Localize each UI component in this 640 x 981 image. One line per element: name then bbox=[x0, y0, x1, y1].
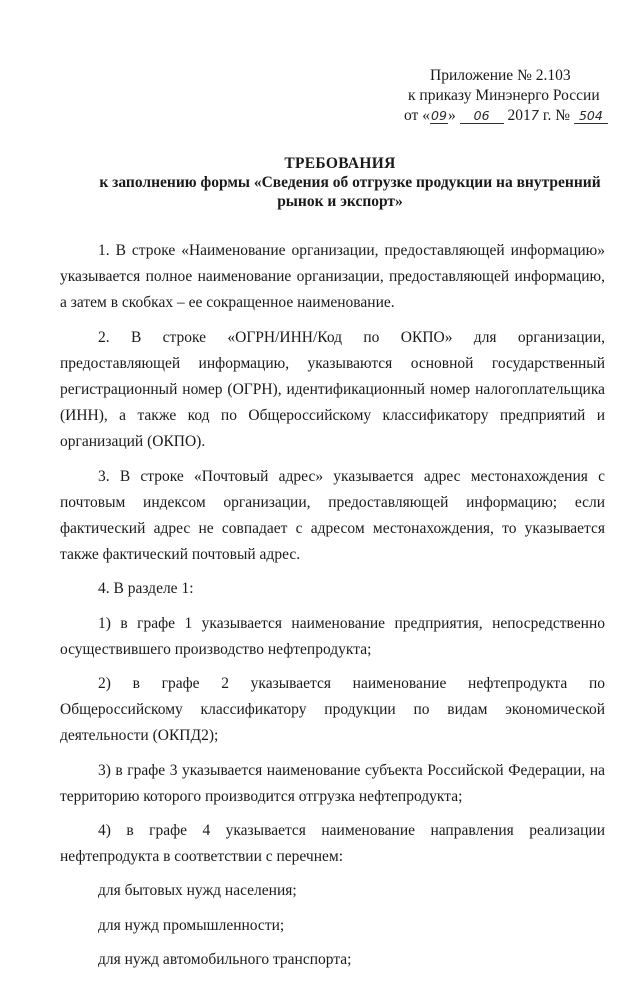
paragraph-2: 2. В строке «ОГРН/ИНН/Код по ОКПО» для организации, предоставляющей информацию, указываются основной государственный регистрационный номер (ОГРН), идентификационный номер налогоплательщика (ИНН), а также код по Общероссийскому классификатору предприятий и организаций (ОКПО). bbox=[60, 328, 605, 451]
paragraph-4-4: 4) в графе 4 указывается наименование направления реализации нефтепродукта в соответствии с перечнем: bbox=[60, 822, 605, 866]
handwritten-order-number: 504 bbox=[574, 109, 608, 124]
handwritten-month: 06 bbox=[460, 109, 504, 124]
paragraph-4-1: 1) в графе 1 указывается наименование предприятия, непосредственно осуществившего производство нефтепродукта; bbox=[60, 614, 605, 658]
appendix-number: Приложение № 2.103 bbox=[430, 67, 571, 84]
title-subtitle-line-1: к заполнению формы «Сведения об отгрузке продукции на внутренний bbox=[99, 174, 601, 191]
date-mid-2: 201 bbox=[503, 107, 531, 124]
appendix-header bbox=[404, 66, 614, 126]
title-subtitle-line-2: рынок и экспорт» bbox=[277, 193, 403, 210]
paragraph-4: 4. В разделе 1: bbox=[98, 580, 194, 598]
list-item: для нужд промышленности; bbox=[98, 916, 285, 934]
paragraph-3: 3. В строке «Почтовый адрес» указывается адрес местонахождения с почтовым индексом организации, предоставляющей информацию; если фактический адрес не совпадает с адресом местонахождения, то указывается также фактический почтовый адрес. bbox=[60, 467, 605, 564]
order-date-line bbox=[404, 106, 614, 126]
list-item: для нужд автомобильного транспорта; bbox=[98, 950, 352, 968]
date-mid-1: » bbox=[447, 107, 460, 124]
date-prefix: от « bbox=[404, 107, 430, 124]
document-title bbox=[60, 154, 620, 211]
paragraph-4-3: 3) в графе 3 указывается наименование субъекта Российской Федерации, на территорию которого производится отгрузка нефтепродукта; bbox=[60, 761, 605, 805]
list-item: для бытовых нужд населения; bbox=[98, 882, 297, 900]
order-reference: к приказу Минэнерго России bbox=[408, 87, 600, 104]
paragraph-4-2: 2) в графе 2 указывается наименование нефтепродукта по Общероссийскому классификатору продукции по видам экономической деятельности (ОКПД2); bbox=[60, 675, 605, 745]
document-body bbox=[60, 238, 605, 981]
handwritten-year-digit: 7 bbox=[530, 109, 539, 124]
title-heading: ТРЕБОВАНИЯ bbox=[284, 155, 396, 172]
date-mid-3: г. № bbox=[538, 107, 574, 124]
paragraph-1: 1. В строке «Наименование организации, предоставляющей информацию» указывается полное наименование организации, предоставляющей информацию, а затем в скобках – ее сокращенное наименование. bbox=[60, 242, 605, 312]
handwritten-day: 09 bbox=[431, 108, 447, 123]
